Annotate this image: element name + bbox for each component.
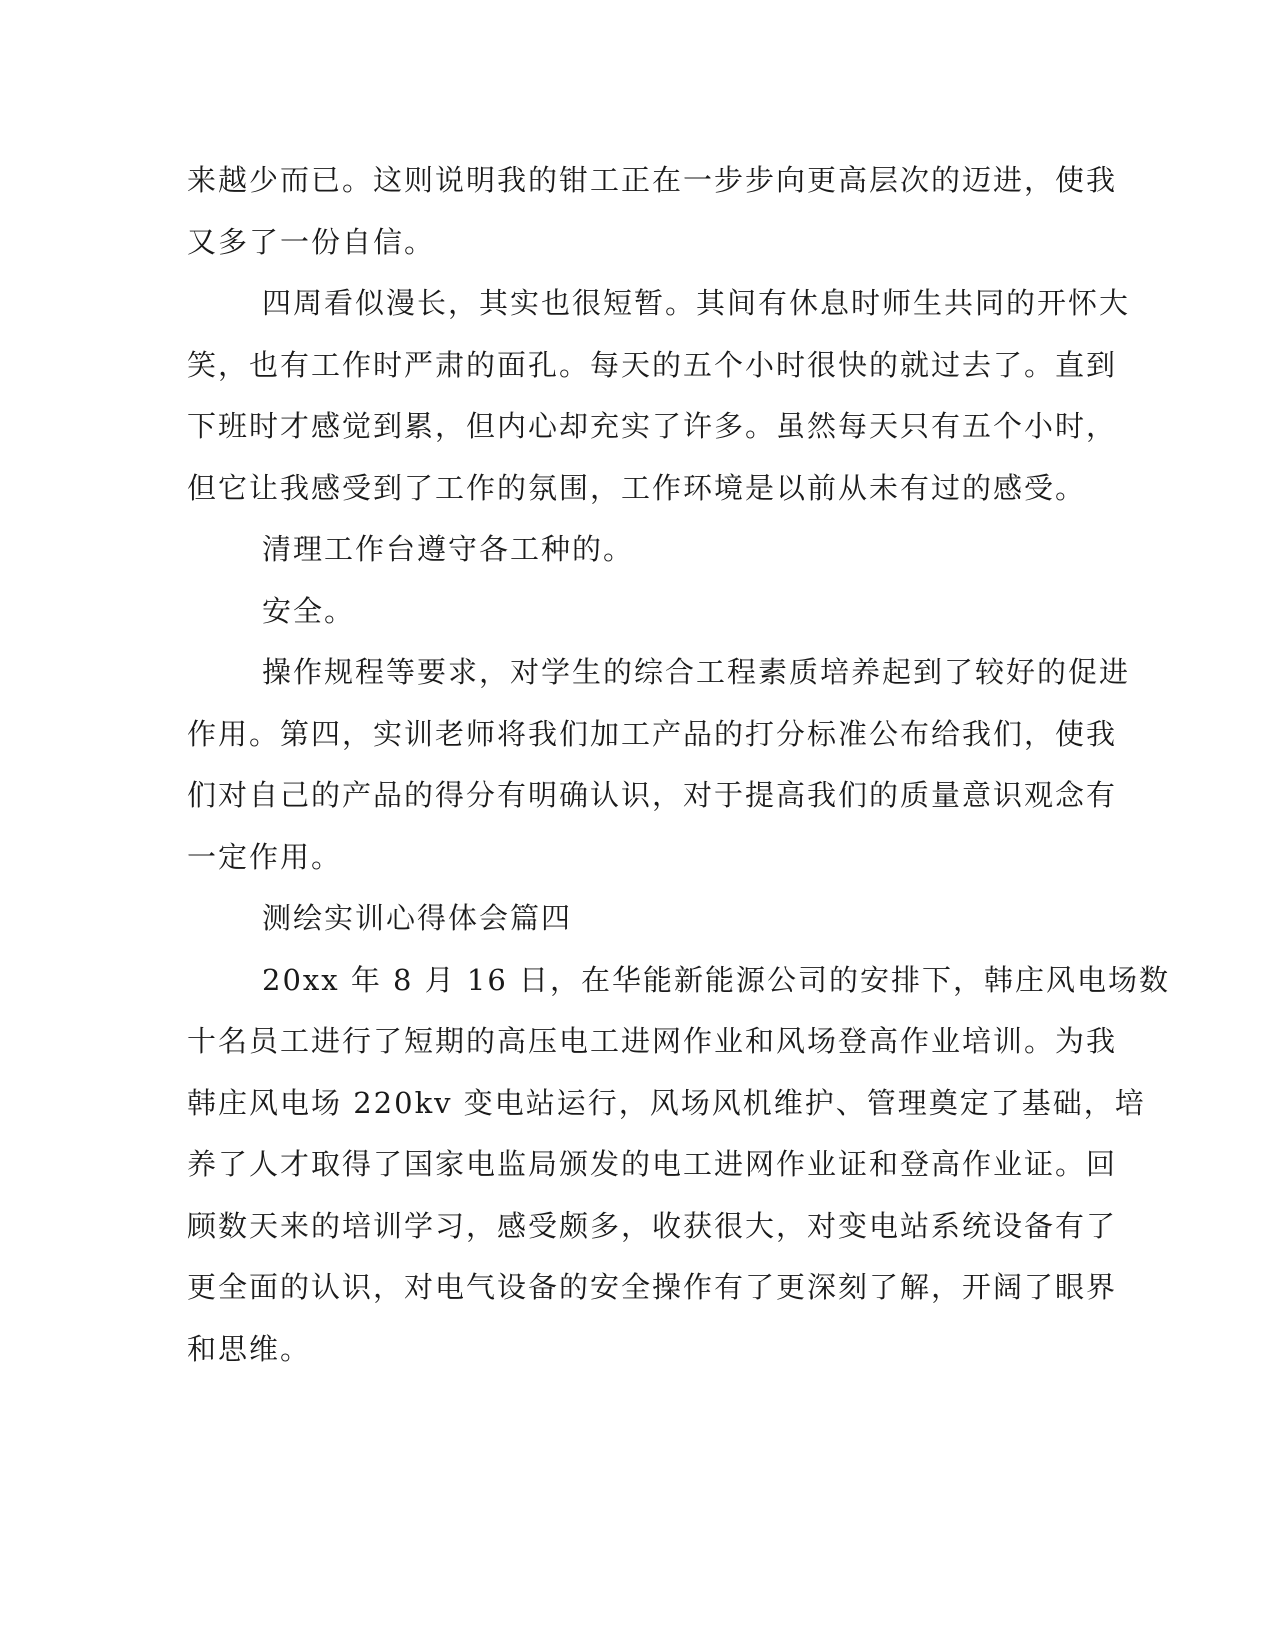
text-line: 顾数天来的培训学习，感受颇多，收获很大，对变电站系统设备有了	[187, 1208, 1118, 1243]
text-line: 下班时才感觉到累，但内心却充实了许多。虽然每天只有五个小时，	[187, 409, 1118, 443]
document-body	[187, 150, 1171, 1380]
text-line: 更全面的认识，对电气设备的安全操作有了更深刻了解，开阔了眼界	[187, 1270, 1118, 1304]
text-line: 韩庄风电场 220kv 变电站运行，风场风机维护、管理奠定了基础，培	[187, 1085, 1146, 1120]
text-line: 笑，也有工作时严肃的面孔。每天的五个小时很快的就过去了。直到	[187, 347, 1118, 382]
text-line: 四周看似漫长，其实也很短暂。其间有休息时师生共同的开怀大	[262, 286, 1131, 320]
text-line: 十名员工进行了短期的高压电工进网作业和风场登高作业培训。为我	[187, 1024, 1118, 1058]
text-line: 养了人才取得了国家电监局颁发的电工进网作业证和登高作业证。回	[187, 1147, 1118, 1181]
text-line: 作用。第四，实训老师将我们加工产品的打分标准公布给我们，使我	[187, 716, 1118, 751]
text-line: 20xx 年 8 月 16 日，在华能新能源公司的安排下，韩庄风电场数	[262, 962, 1171, 997]
text-line: 一定作用。	[187, 839, 343, 874]
text-line: 们对自己的产品的得分有明确认识，对于提高我们的质量意识观念有	[187, 778, 1118, 812]
text-line: 测绘实训心得体会篇四	[262, 901, 573, 935]
text-line: 和思维。	[187, 1331, 312, 1366]
text-line: 但它让我感受到了工作的氛围，工作环境是以前从未有过的感受。	[187, 470, 1087, 505]
text-line: 操作规程等要求，对学生的综合工程素质培养起到了较好的促进	[262, 655, 1131, 689]
text-line: 又多了一份自信。	[187, 224, 436, 259]
text-line: 清理工作台遵守各工种的。	[262, 532, 635, 566]
text-line: 安全。	[262, 593, 356, 628]
text-line: 来越少而已。这则说明我的钳工正在一步步向更高层次的迈进，使我	[187, 163, 1118, 197]
